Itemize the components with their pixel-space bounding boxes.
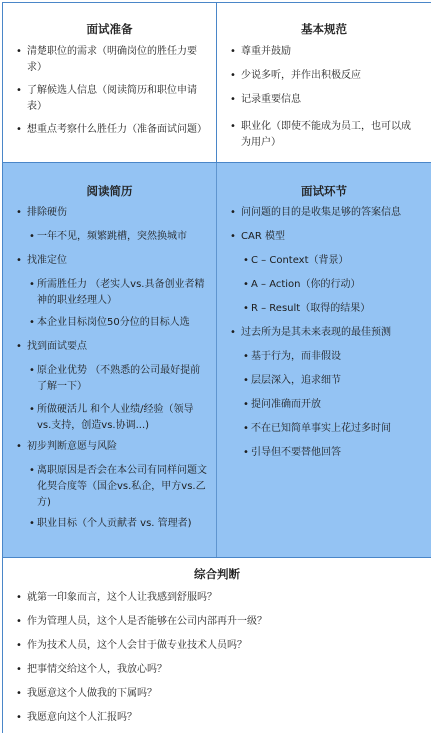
list-item: • 问问题的目的是收集足够的答案信息 bbox=[241, 205, 423, 221]
bullet-icon: • bbox=[29, 231, 35, 242]
list-item: • 就第一印象而言，这个人让我感到舒服吗？ bbox=[27, 590, 417, 606]
list-item: • 尊重并鼓励 bbox=[241, 44, 419, 60]
sub-list-item: • 离职原因是否会在本公司有同样问题文化契合度等（国企vs.私企，甲方vs.乙方) bbox=[29, 465, 207, 508]
sub-list-item: • 不在已知简单事实上花过多时间 bbox=[251, 421, 423, 437]
bullet-icon: • bbox=[16, 124, 22, 135]
bullet-icon: • bbox=[243, 423, 249, 434]
sub-list-item: • 所需胜任力 （老实人vs.具备创业者精神的职业经理人） bbox=[29, 279, 205, 306]
sub-list-item: • R – Result（取得的结果） bbox=[251, 301, 423, 317]
bullet-icon: • bbox=[29, 279, 35, 290]
panel-title: 基本规范 bbox=[301, 22, 347, 36]
bullet-icon: • bbox=[243, 303, 249, 314]
bullet-icon: • bbox=[243, 351, 249, 362]
bullet-icon: • bbox=[230, 327, 236, 338]
sub-list-item: • 引导但不要替他回答 bbox=[251, 445, 423, 461]
list-item: • 作为技术人员，这个人会甘于做专业技术人员吗？ bbox=[27, 638, 417, 654]
bullet-icon: • bbox=[29, 404, 35, 415]
interview-prep-panel bbox=[3, 3, 217, 163]
bullet-icon: • bbox=[16, 207, 22, 218]
bullet-icon: • bbox=[16, 341, 22, 352]
bullet-icon: • bbox=[230, 70, 236, 81]
sub-list-item: • 层层深入，追求细节 bbox=[251, 373, 423, 389]
bullet-icon: • bbox=[243, 279, 249, 290]
bullet-icon: • bbox=[16, 592, 22, 603]
list-item: • 记录重要信息 bbox=[241, 92, 419, 108]
sub-list-item: • 原企业优势 （不熟悉的公司最好提前了解一下） bbox=[29, 365, 201, 392]
bullet-icon: • bbox=[230, 46, 236, 57]
overall-judgment-panel bbox=[3, 557, 431, 733]
list-item: • 职业化（即使不能成为员工，也可以成为用户） bbox=[230, 121, 411, 148]
bullet-icon: • bbox=[29, 465, 35, 476]
list-item: • 排除硬伤 bbox=[27, 205, 205, 221]
list-item: • 清楚职位的需求（明确岗位的胜任力要求） bbox=[16, 46, 197, 73]
bullet-icon: • bbox=[16, 616, 22, 627]
sub-list-item: • 一年不见，频繁跳槽，突然换城市 bbox=[37, 229, 205, 245]
sub-list-item: • 所做硬活儿 和个人业绩/经验（领导vs.支持，创造vs.协调...) bbox=[29, 404, 194, 431]
list-item: • 了解候选人信息（阅读简历和职位申请表） bbox=[16, 85, 197, 112]
sub-list-item: • 基于行为，而非假设 bbox=[251, 349, 423, 365]
resume-reading-panel bbox=[3, 163, 217, 557]
bullet-icon: • bbox=[243, 255, 249, 266]
bullet-icon: • bbox=[16, 712, 22, 723]
bullet-icon: • bbox=[16, 85, 22, 96]
sub-list-item: • 职业目标（个人贡献者 vs. 管理者) bbox=[37, 516, 209, 532]
sub-list-item: • 提问准确而开放 bbox=[251, 397, 423, 413]
list-item: • 初步判断意愿与风险 bbox=[27, 439, 205, 455]
list-item: • CAR 模型 bbox=[241, 229, 423, 245]
sub-list-item: • A – Action（你的行动） bbox=[251, 277, 423, 293]
list-item: • 想重点考察什么胜任力（准备面试问题） bbox=[27, 122, 203, 138]
sub-list-item: • 本企业目标岗位50分位的目标人选 bbox=[37, 315, 207, 331]
bullet-icon: • bbox=[29, 317, 35, 328]
panel-title: 阅读简历 bbox=[86, 184, 133, 198]
panel-title: 面试准备 bbox=[86, 22, 133, 36]
bullet-icon: • bbox=[243, 399, 249, 410]
bullet-icon: • bbox=[230, 94, 236, 105]
panel-title: 综合判断 bbox=[194, 567, 240, 581]
list-item: • 我愿意向这个人汇报吗？ bbox=[27, 710, 417, 726]
list-item: • 我愿意这个人做我的下属吗？ bbox=[27, 686, 417, 702]
bullet-icon: • bbox=[230, 207, 236, 218]
bullet-icon: • bbox=[16, 688, 22, 699]
list-item: • 把事情交给这个人，我放心吗？ bbox=[27, 662, 417, 678]
bullet-icon: • bbox=[243, 447, 249, 458]
basic-rules-panel bbox=[217, 3, 431, 163]
list-item: • 找到面试要点 bbox=[27, 339, 205, 355]
bullet-icon: • bbox=[230, 231, 236, 242]
bullet-icon: • bbox=[16, 441, 22, 452]
bullet-icon: • bbox=[16, 664, 22, 675]
bullet-icon: • bbox=[243, 375, 249, 386]
bullet-icon: • bbox=[230, 121, 236, 132]
bullet-icon: • bbox=[16, 255, 22, 266]
list-item: • 找准定位 bbox=[27, 253, 205, 269]
list-item: • 少说多听，并作出积极反应 bbox=[241, 68, 419, 84]
panel-title: 面试环节 bbox=[301, 184, 347, 198]
bullet-icon: • bbox=[16, 46, 22, 57]
list-item: • 作为管理人员，这个人是否能够在公司内部再升一级？ bbox=[27, 614, 417, 630]
bullet-icon: • bbox=[16, 640, 22, 651]
interview-stage-panel bbox=[217, 163, 431, 557]
bullet-icon: • bbox=[29, 365, 35, 376]
sub-list-item: • C – Context（背景） bbox=[251, 253, 423, 269]
list-item: • 过去所为是其未来表现的最佳预测 bbox=[241, 325, 423, 341]
bullet-icon: • bbox=[29, 518, 35, 529]
